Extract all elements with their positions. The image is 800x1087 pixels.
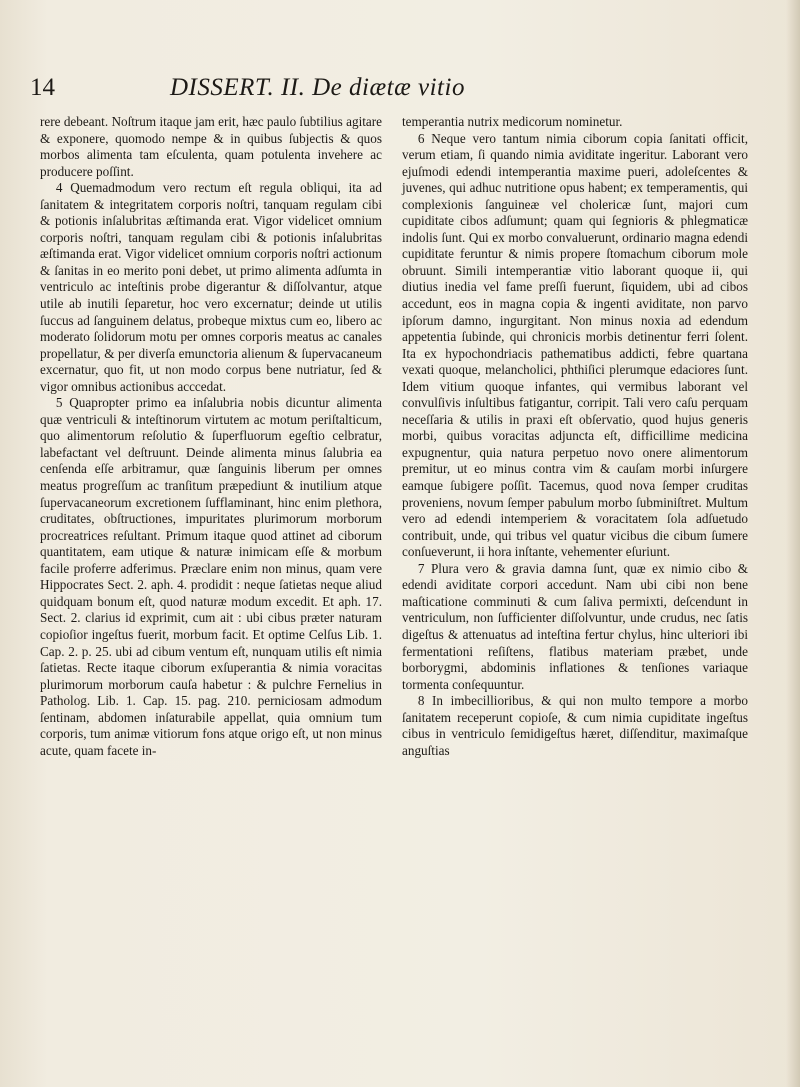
page-number: 14 bbox=[30, 74, 55, 101]
running-title: DISSERT. II. De diætæ vitio bbox=[170, 74, 465, 101]
page-edge-shadow bbox=[786, 0, 800, 1087]
right-column bbox=[402, 114, 748, 759]
paragraph: 8 In imbecillioribus, & qui non multo tempore a morbo ſanitatem receperunt copioſe, & cum nimia cupiditate ingeſtus cibus in ventriculo ſemidigeſtus hæret, diſſenditur, maximaſque anguſtias bbox=[402, 693, 748, 758]
left-column bbox=[40, 114, 382, 759]
paragraph: 7 Plura vero & gravia damna ſunt, quæ ex nimio cibo & edendi aviditate corpori accedunt. Nam ubi cibi non bene maſticatione comminuti & cum ſaliva permixti, deſcendunt in ventriculum, non ſufficienter diſſolvuntur, unde crudus, nec ſatis digeſtus & attenuatus ad inteſtina fertur chylus, hinc ulteriori ibi fermentationi reſiſtens, flatibus materiam præbet, unde borborygmi, abdominis inflationes & tenſiones variaque tormenta conſequuntur. bbox=[402, 560, 748, 692]
paragraph: 4 Quemadmodum vero rectum eſt regula obliqui, ita ad ſanitatem & integritatem corporis noſtri, tanquam regulam cibi & potionis inſalubritas æſtimanda erat. Vigor videlicet omnium corporis noſtri, tanquam regulam cibi & potionis inſalubritas æſtimanda erat. Vigor videlicet omnium corporis noſtri actionum & ſanitas in eo merito poni debet, ut primo alimenta adſumta in ventriculo ac inteſtinis probe digerantur & diſſolvantur, atque utile ab inutili ſeparetur, hoc vero excernatur; deinde ut utilis ſuccus ad ſanguinem delatus, probeque mixtus cum eo, libero ac moderato ſolidorum motu per omnes corporis meatus ac canales propellatur, & per diverſa emunctoria alienum & ſupervacaneum excernatur, quo fit, ut non modo corpus bene nutriatur, ſed & vigor omnibus actionibus acccedat. bbox=[40, 180, 382, 394]
paragraph: rere debeant. Noſtrum itaque jam erit, hæc paulo ſubtilius agitare & exponere, quomodo nempe & in quibus ſubjectis & quos morbos alimenta tam eſculenta, quam potulenta invehere ac producere poſſint. bbox=[40, 114, 382, 179]
paragraph: temperantia nutrix medicorum nominetur. bbox=[402, 114, 623, 129]
running-header bbox=[30, 74, 760, 108]
paragraph: 5 Quapropter primo ea inſalubria nobis dicuntur alimenta quæ ventriculi & inteſtinorum virtutem ac motum periſtalticum, quo alimentorum reſolutio & ſuperfluorum egeſtio celbratur, labefactant vel deſtruunt. Deinde alimenta minus ſalubria ea cenſenda eſſe arbitramur, quæ ſanguinis liberum per omnes meatus progreſſum ac tranſitum præpediunt & inutilium atque ſupervacaneorum excretionem ſufflaminant, hinc enim plethora, cruditates, obſtructiones, impuritates plurimorum morborum procreatrices reſultant. Primum itaque quod attinet ad ciborum quantitatem, eam utique & naturæ inimicam eſſe & morbum facile proferre adferimus. Præclare enim non minus, quam vere Hippocrates Sect. 2. aph. 4. prodidit : neque ſatietas neque aliud quidquam bonum eſt, quod naturæ modum excedit. Et aph. 17. Sect. 2. clarius id exprimit, cum ait : ubi cibus præter naturam copioſior ingeſtus fuerit, morbum facit. Et optime Celſus Lib. 1. Cap. 2. p. 25. ubi ad cibum ventum eſt, nunquam utilis eſt nimia ſatietas. Recte itaque ciborum exſuperantia & nimia voracitas plurimorum morborum cauſa habetur : & pulchre Fernelius in Patholog. Lib. 1. Cap. 15. pag. 210. perniciosam admodum ſentinam, abdomen inſaturabile appellat, quia omnium tum corporis, tum animæ vitiorum fons atque origo eſt, ut non minus acute, quam facete in- bbox=[40, 395, 382, 758]
paragraph: 6 Neque vero tantum nimia ciborum copia ſanitati officit, verum etiam, ſi quando nimia aviditate ingeritur. Laborant vero ejuſmodi edendi intemperantia maxime pueri, adoleſcentes & juvenes, qui adhuc nutritione opus habent; ex temperamentis, qui complexionis ſanguineæ vel cholericæ ſunt, majori cum cupiditate cibos adſumunt; quam qui ſegnioris & phlegmaticæ indolis ſunt. Qui ex morbo convaluerunt, ordinario magna edendi cupiditate feruntur & nimis propere ſtomachum ciborum mole obruunt. Simili intemperantiæ vitio laborant quoque ii, qui diutius inedia vel fame preſſi fuerunt, ſiquidem, ubi ad cibos accedunt, eos in magna copia & ingenti aviditate, non parvo ipſorum damno, ingurgitant. Non minus noxia ad edendum appetentia ſubinde, qui chronicis morbis detinentur ferri ſolent. Ita ex hypochondriacis pathematibus addicti, febre quartana vexati quoque, melancholici, phthiſici plerumque edaciores ſunt. Idem vitium quoque infantes, qui vermibus laborant vel convulſivis inſultibus fatigantur, corripit. Tali vero caſu perquam neceſſaria & utilis in praxi eſt obſervatio, quod hujus generis morbi, quibus voracitas adjuncta eſt, difficillime medicina expugnentur, quia natura perpetuo novo onere alimentorum premitur, ut eo minus contra vim & cauſam morbi inſurgere eamque ſubigere poſſit. Tacemus, quod nova ſemper cruditas proveniens, novum ſemper pabulum morbo ſubminiſtret. Multum vero ad edendi intemperiem & voracitatem ſola adſuetudo contribuit, unde, qui tribus vel quatur vicibus die cibum ſumere conſueverunt, ii hora inſtante, vehementer eſuriunt. bbox=[402, 130, 748, 560]
